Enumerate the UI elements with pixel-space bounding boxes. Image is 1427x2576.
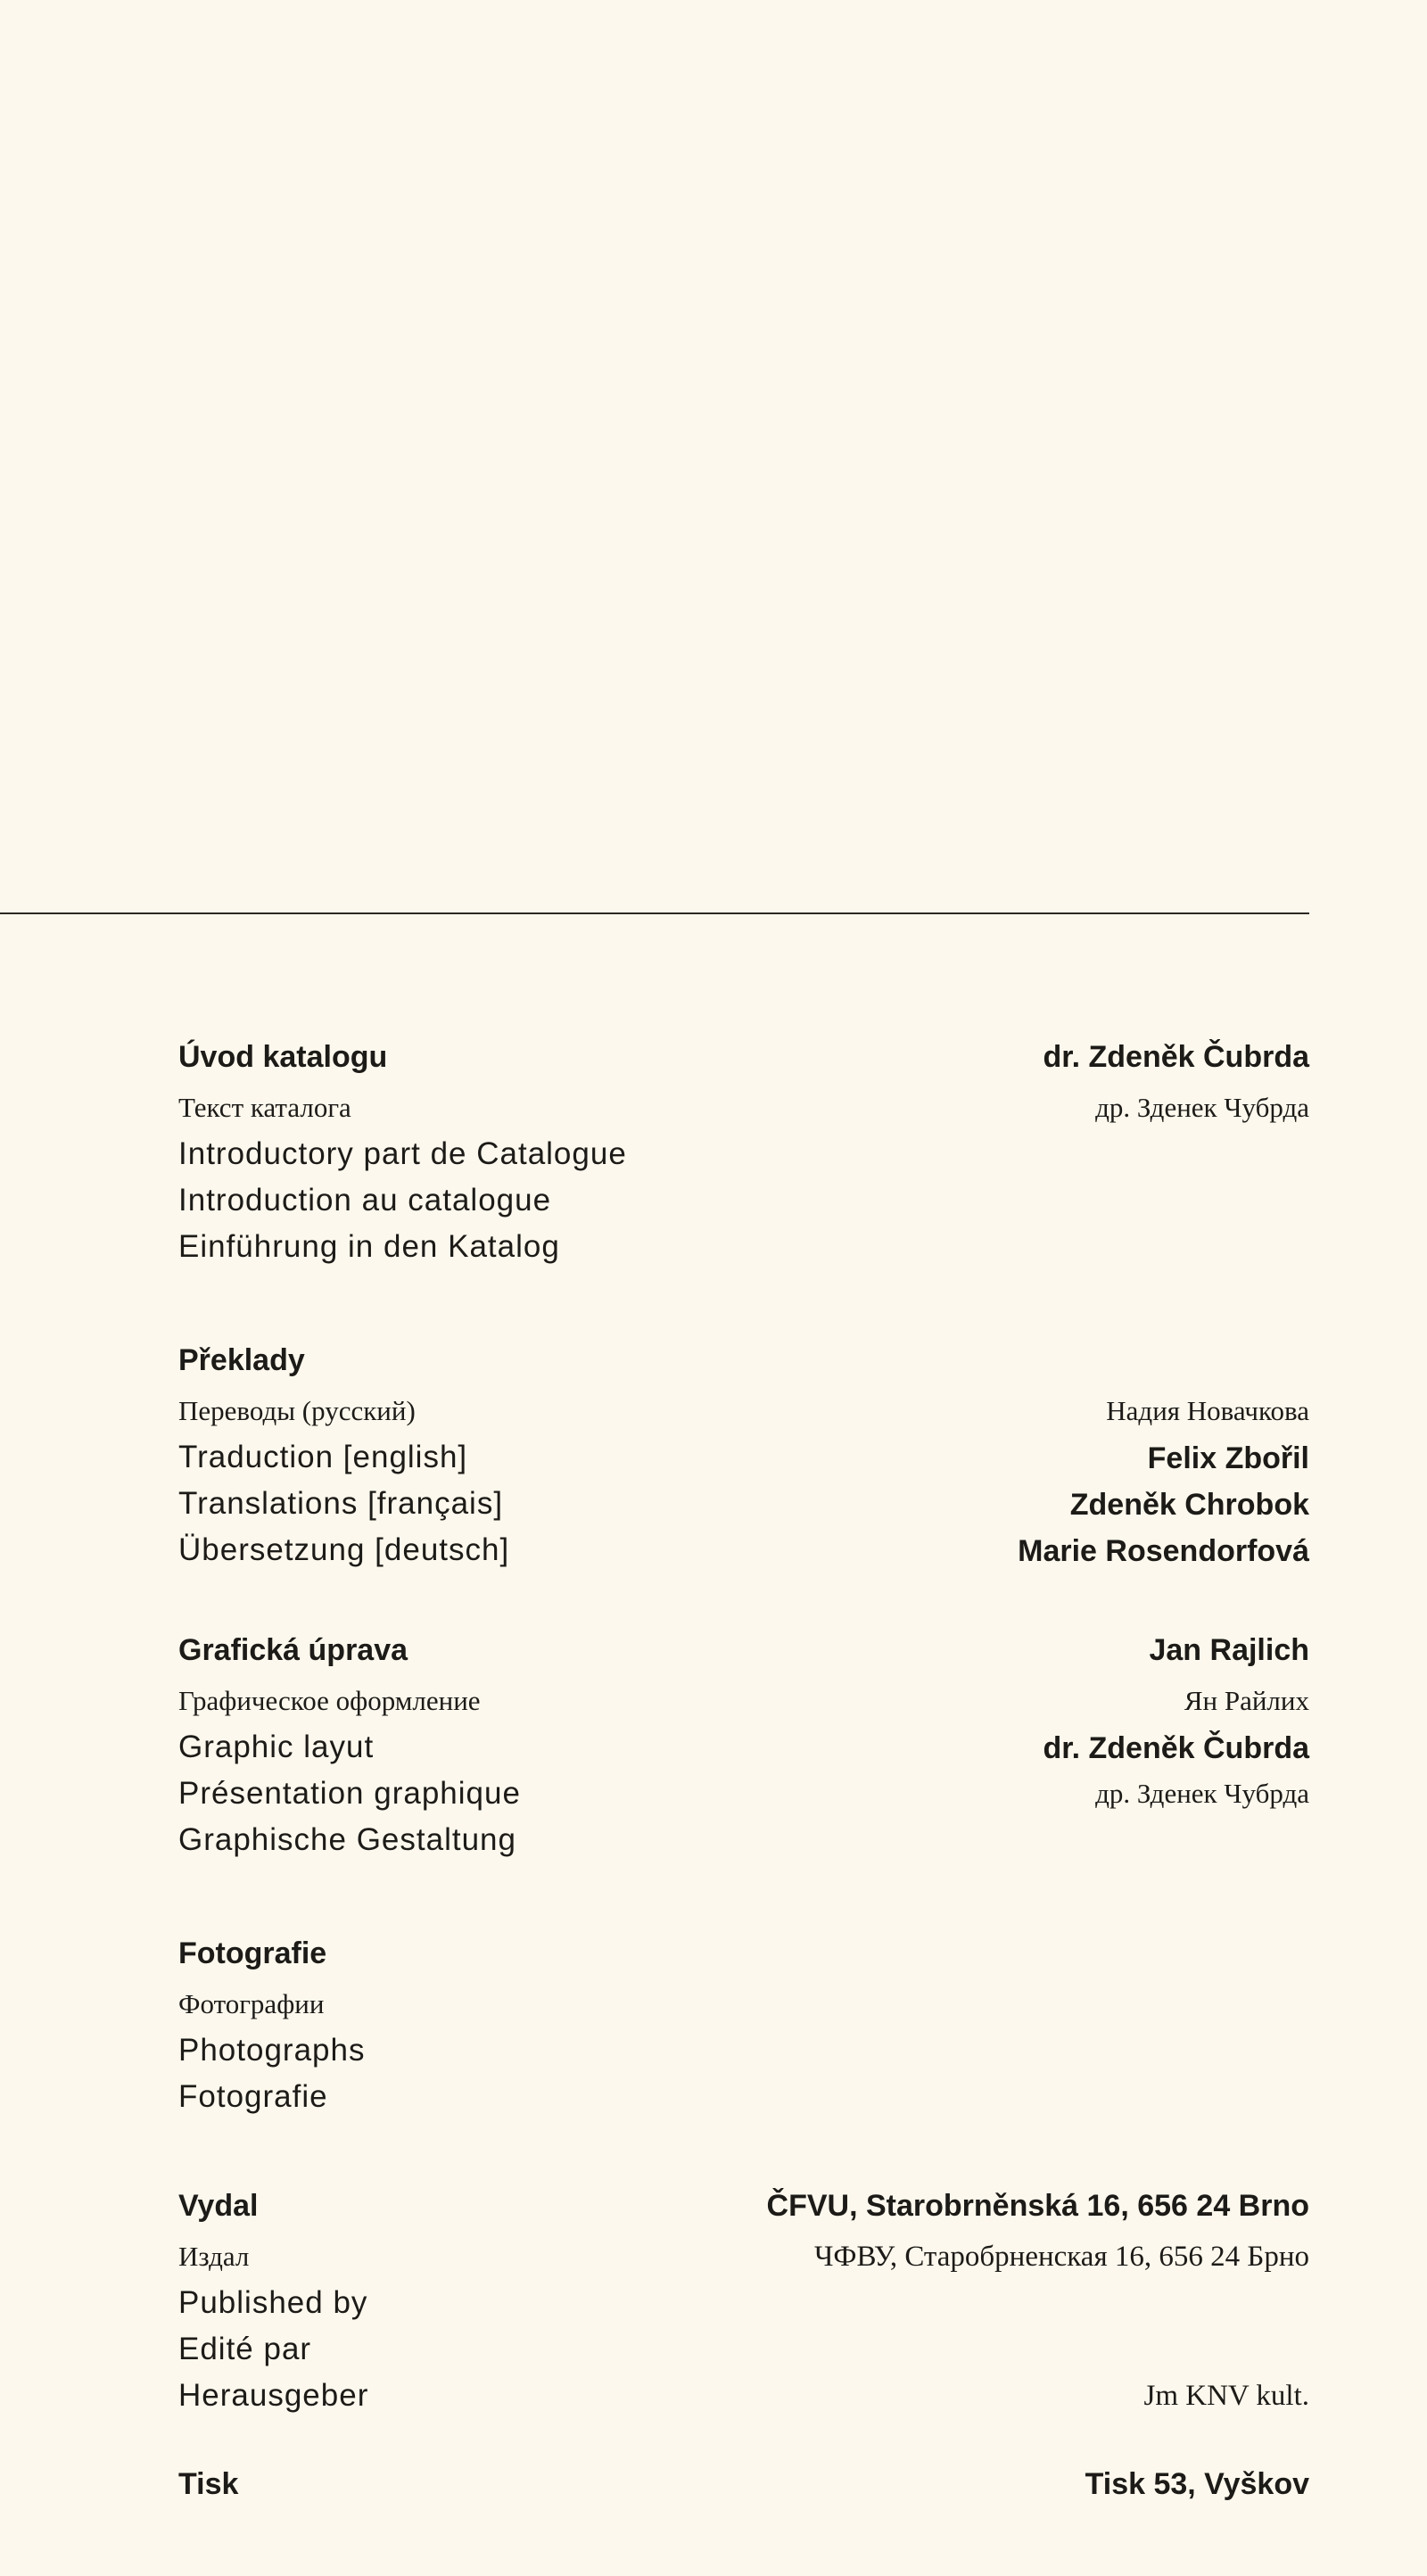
credit-label: Einführung in den Katalog xyxy=(178,1229,560,1264)
credit-line xyxy=(178,2321,1309,2367)
credit-value: ЧФВУ, Старобрненская 16, 656 24 Брно xyxy=(813,2241,1309,2273)
section-heading-row xyxy=(178,1619,1309,1665)
credit-value: Ян Райлих xyxy=(1184,1685,1309,1716)
section-heading-value: Tisk 53, Vyškov xyxy=(1085,2467,1309,2501)
section-tisk xyxy=(178,2453,1309,2499)
credit-line xyxy=(178,1172,1309,1218)
section-heading: Tisk xyxy=(178,2467,239,2501)
credit-label: Translations [français] xyxy=(178,1486,504,1521)
credit-line xyxy=(178,1522,1309,1568)
credit-line xyxy=(178,1672,1309,1719)
credit-label: Herausgeber xyxy=(178,2378,369,2413)
horizontal-divider xyxy=(0,912,1309,914)
section-heading: Grafická úprava xyxy=(178,1633,408,1667)
credit-line xyxy=(178,1429,1309,1475)
credit-label: Graphic layut xyxy=(178,1730,375,1764)
credit-label: Published by xyxy=(178,2285,368,2320)
credit-line xyxy=(178,2275,1309,2321)
section-fotografie xyxy=(178,1922,1309,2115)
section-heading-row xyxy=(178,2175,1309,2221)
credit-label: Текст каталога xyxy=(178,1092,351,1123)
credit-line xyxy=(178,1976,1309,2022)
section-heading-value: dr. Zdeněk Čubrda xyxy=(1043,1040,1309,1074)
section-heading-row xyxy=(178,2453,1309,2499)
credit-label: Introductory part de Catalogue xyxy=(178,1136,627,1171)
credit-line xyxy=(178,2228,1309,2275)
section-heading-value: ČFVU, Starobrněnská 16, 656 24 Brno xyxy=(766,2189,1309,2223)
section-heading: Úvod katalogu xyxy=(178,1040,388,1074)
credit-line xyxy=(178,1218,1309,1265)
section-uvod xyxy=(178,1026,1309,1265)
credit-label: Переводы (русский) xyxy=(178,1395,416,1426)
credit-label: Traduction [english] xyxy=(178,1440,468,1474)
credit-label: Графическое оформление xyxy=(178,1685,481,1716)
credit-line xyxy=(178,1079,1309,1126)
credit-label: Photographs xyxy=(178,2033,366,2068)
credit-label: Издал xyxy=(178,2241,250,2272)
credit-label: Фотографии xyxy=(178,1988,325,2019)
credit-value: др. Зденек Чубрда xyxy=(1095,1092,1309,1123)
credit-line xyxy=(178,2367,1309,2414)
section-heading: Vydal xyxy=(178,2189,259,2223)
credit-value: др. Зденек Чубрда xyxy=(1095,1778,1309,1809)
credit-label: Fotografie xyxy=(178,2079,328,2114)
credit-label: Introduction au catalogue xyxy=(178,1183,552,1218)
section-heading: Překlady xyxy=(178,1343,305,1377)
credit-line xyxy=(178,2068,1309,2115)
section-graficka xyxy=(178,1619,1309,1858)
section-heading-value: Jan Rajlich xyxy=(1149,1633,1309,1667)
credit-value: Marie Rosendorfová xyxy=(1018,1534,1309,1568)
credit-label: Edité par xyxy=(178,2332,312,2366)
credit-label: Graphische Gestaltung xyxy=(178,1822,516,1857)
credit-label: Présentation graphique xyxy=(178,1776,521,1811)
section-preklady xyxy=(178,1329,1309,1568)
credit-value: Zdeněk Chrobok xyxy=(1069,1488,1309,1522)
credit-line xyxy=(178,1765,1309,1812)
credit-value: Felix Zbořil xyxy=(1147,1441,1309,1475)
section-heading-row xyxy=(178,1329,1309,1375)
credit-line xyxy=(178,2022,1309,2068)
credit-line xyxy=(178,1475,1309,1522)
section-heading: Fotografie xyxy=(178,1936,327,1970)
section-vydal xyxy=(178,2175,1309,2414)
credit-line xyxy=(178,1719,1309,1765)
credit-line xyxy=(178,1383,1309,1429)
credit-label: Übersetzung [deutsch] xyxy=(178,1532,510,1567)
section-heading-row xyxy=(178,1026,1309,1072)
credit-value: dr. Zdeněk Čubrda xyxy=(1043,1731,1309,1765)
credit-line xyxy=(178,1812,1309,1858)
credit-line xyxy=(178,1126,1309,1172)
credit-value: Jm KNV kult. xyxy=(1143,2380,1309,2412)
section-heading-row xyxy=(178,1922,1309,1969)
credit-value: Надия Новачкова xyxy=(1106,1395,1309,1426)
